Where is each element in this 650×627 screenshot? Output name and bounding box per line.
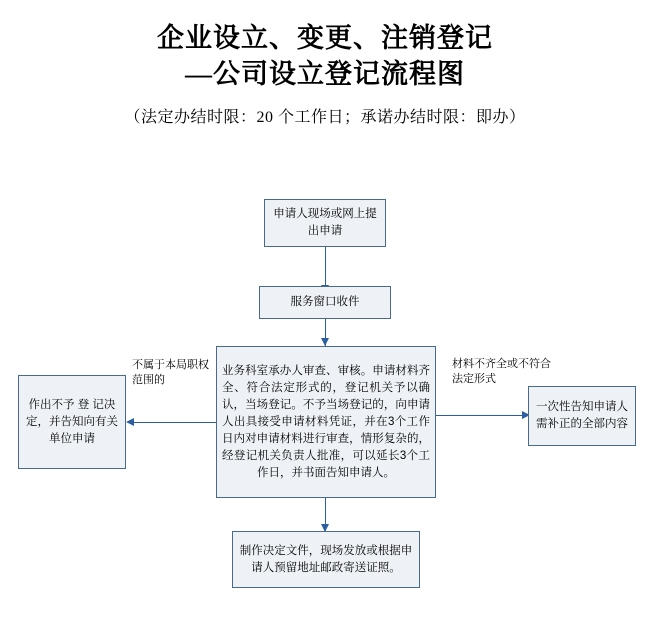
page-title — [0, 20, 650, 92]
node-reject-decision — [18, 375, 126, 469]
node-service-window — [259, 286, 391, 319]
arrow-review-to-reject — [128, 422, 216, 423]
node-submit-application-label: 申请人现场或网上提出申请 — [273, 208, 377, 237]
node-issue-certificate-label: 制作决定文件，现场发放或根据申请人预留地址邮政寄送证照。 — [239, 544, 413, 574]
node-reject-decision-label: 作出不予 登 记决定，并告知向有关单位申请 — [26, 398, 118, 445]
node-review-audit-label: 业务科室承办人审查、审核。申请材料齐全、符合法定形式的，登记机关予以确认，当场登记。不予当场登记的，向申请人出具接受申请材料凭证，并在3个工作日内对申请材料进行审查，情形复杂的，经登记机关负责人批准，可以延长3个工作日，并书面告知申请人。 — [222, 364, 430, 479]
node-one-time-notice-label: 一次性告知申请人需补正的全部内容 — [536, 401, 628, 430]
node-one-time-notice — [528, 386, 636, 446]
subtitle-time-limit: （法定办结时限：20 个工作日；承诺办结时限：即办） — [124, 109, 526, 126]
arrowhead-window-to-review — [321, 338, 329, 346]
arrow-apply-to-window — [325, 247, 326, 286]
node-issue-certificate — [232, 531, 420, 588]
edge-label-left: 不属于本局职权范围的 — [132, 359, 209, 386]
node-review-audit — [216, 346, 436, 498]
arrowhead-review-to-reject — [126, 418, 134, 426]
node-service-window-label: 服务窗口收件 — [290, 296, 360, 308]
arrow-review-to-notify — [436, 415, 524, 416]
edge-label-right: 材料不齐全或不符合法定形式 — [452, 358, 551, 385]
title-line-1: 企业设立、变更、注销登记 — [157, 23, 493, 53]
node-submit-application — [264, 199, 386, 247]
title-line-2: —公司设立登记流程图 — [185, 59, 465, 89]
